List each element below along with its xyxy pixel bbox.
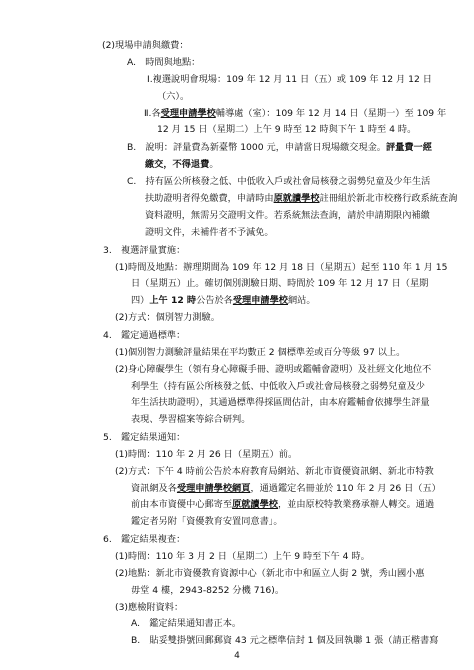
s5-line3: 資訊網及各受理申請學校網頁，通過鑑定名冊並於 110 年 2 月 26 日（五） <box>131 483 441 494</box>
item-C-line3: 資料證明，無需另交證明文件。若系統無法查詢，請於申請期限內補繳 <box>145 210 430 221</box>
item-ii-line1: Ⅱ.各受理申請學校輔導處（室）：109 年 12 月 14 日（星期一）至 109 年 <box>144 108 447 119</box>
page-number: 4 <box>234 651 240 661</box>
s3-line2: 日（星期五）止。確切個別測驗日期、時間於 109 年 12 月 17 日（星期 <box>131 278 429 289</box>
s3-line4: (2)方式：個別智力測驗。 <box>115 312 220 323</box>
item-C-line1: C. 持有區公所核發之低、中低收入戶或社會局核發之弱勢兒童及少年生活 <box>127 176 431 187</box>
s6-line3: 毋堂 4 樓，2943-8252 分機 716)。 <box>131 585 285 596</box>
section-6-heading: 6. 鑑定結果複查： <box>103 534 186 545</box>
s5-line5: 鑑定者另附「資優教育安置同意書」。 <box>131 516 283 527</box>
s5-line1: (1)時間：110 年 2 月 26 日（星期五）前。 <box>115 449 298 460</box>
item-B-line2: 繳交，不得退費。 <box>145 159 219 170</box>
section-4-heading: 4. 鑑定通過標準： <box>103 330 186 341</box>
section-5-heading: 5. 鑑定結果通知： <box>103 432 186 443</box>
s4-line3: 利學生（持有區公所核發之低、中低收入戶或社會局核發之弱勢兒童及少 <box>131 381 425 392</box>
s6-line1: (1)時間：110 年 3 月 2 日（星期二）上午 9 時至下午 4 時。 <box>115 551 370 562</box>
item-C-line2: 扶助證明者得免繳費，申請時由原就讀學校註冊組於新北市校務行政系統查詢 <box>145 193 458 204</box>
s4-line4: 年生活扶助證明），其通過標準得採區間估計，由本府鑑輔會依據學生評量 <box>131 397 430 408</box>
s6-line2: (2)地點：新北市資優教育資源中心（新北市中和區立人街 2 號，秀山國小惠 <box>115 568 425 579</box>
s5-line4: 前由本市資優中心郵寄至原就讀學校，並由原校特教業務承辦人轉交。通過 <box>131 499 435 510</box>
section-3-heading: 3. 複選評量實施： <box>103 245 186 256</box>
item-i-line2: （六）。 <box>157 91 190 102</box>
s4-line5: 表現、學習檔案等綜合研判。 <box>131 414 251 425</box>
item-2-2-heading: (2)現場申請與繳費： <box>102 40 189 51</box>
school-emphasis: 受理申請學校 <box>160 108 216 119</box>
item-A-heading: A. 時間與地點： <box>127 57 201 68</box>
s6-line4: (3)應檢附資料： <box>115 602 184 613</box>
s6-item-B-line1: B. 貼妥雙掛號回郵郵資 43 元之標準信封 1 個及回執聯 1 張（請正楷書寫 <box>131 635 439 646</box>
s5-line2: (2)方式：下午 4 時前公告於本府教育局網站、新北市資優資訊網、新北市特教 <box>115 466 434 477</box>
item-ii-line2: 12 月 15 日（星期二）上午 9 時至 12 時與下午 1 時至 4 時。 <box>157 124 417 135</box>
item-C-line4: 證明文件，未補件者不予減免。 <box>145 227 274 238</box>
item-B-line1: B. 說明：評量費為新臺幣 1000 元，申請當日現場繳交現金。評量費一經 <box>127 142 432 153</box>
item-i-line1: Ⅰ.複選說明會現場：109 年 12 月 11 日（五）或 109 年 12 月 12 日 <box>147 74 432 85</box>
s4-line2: (2)身心障礙學生（領有身心障礙手冊、證明或鑑輔會證明）及社經文化地位不 <box>115 364 432 375</box>
s4-line1: (1)個別智力測驗評量結果在平均數正 2 個標準差或百分等級 97 以上。 <box>115 347 406 358</box>
s3-line1: (1)時間及地點：辦理期間為 109 年 12 月 18 日（星期五）起至 110 年 1 月 15 <box>115 262 448 273</box>
s6-item-A: A. 鑑定結果通知書正本。 <box>131 618 242 629</box>
s3-line3: 四）上午 12 時公告於各受理申請學校網站。 <box>131 295 316 306</box>
